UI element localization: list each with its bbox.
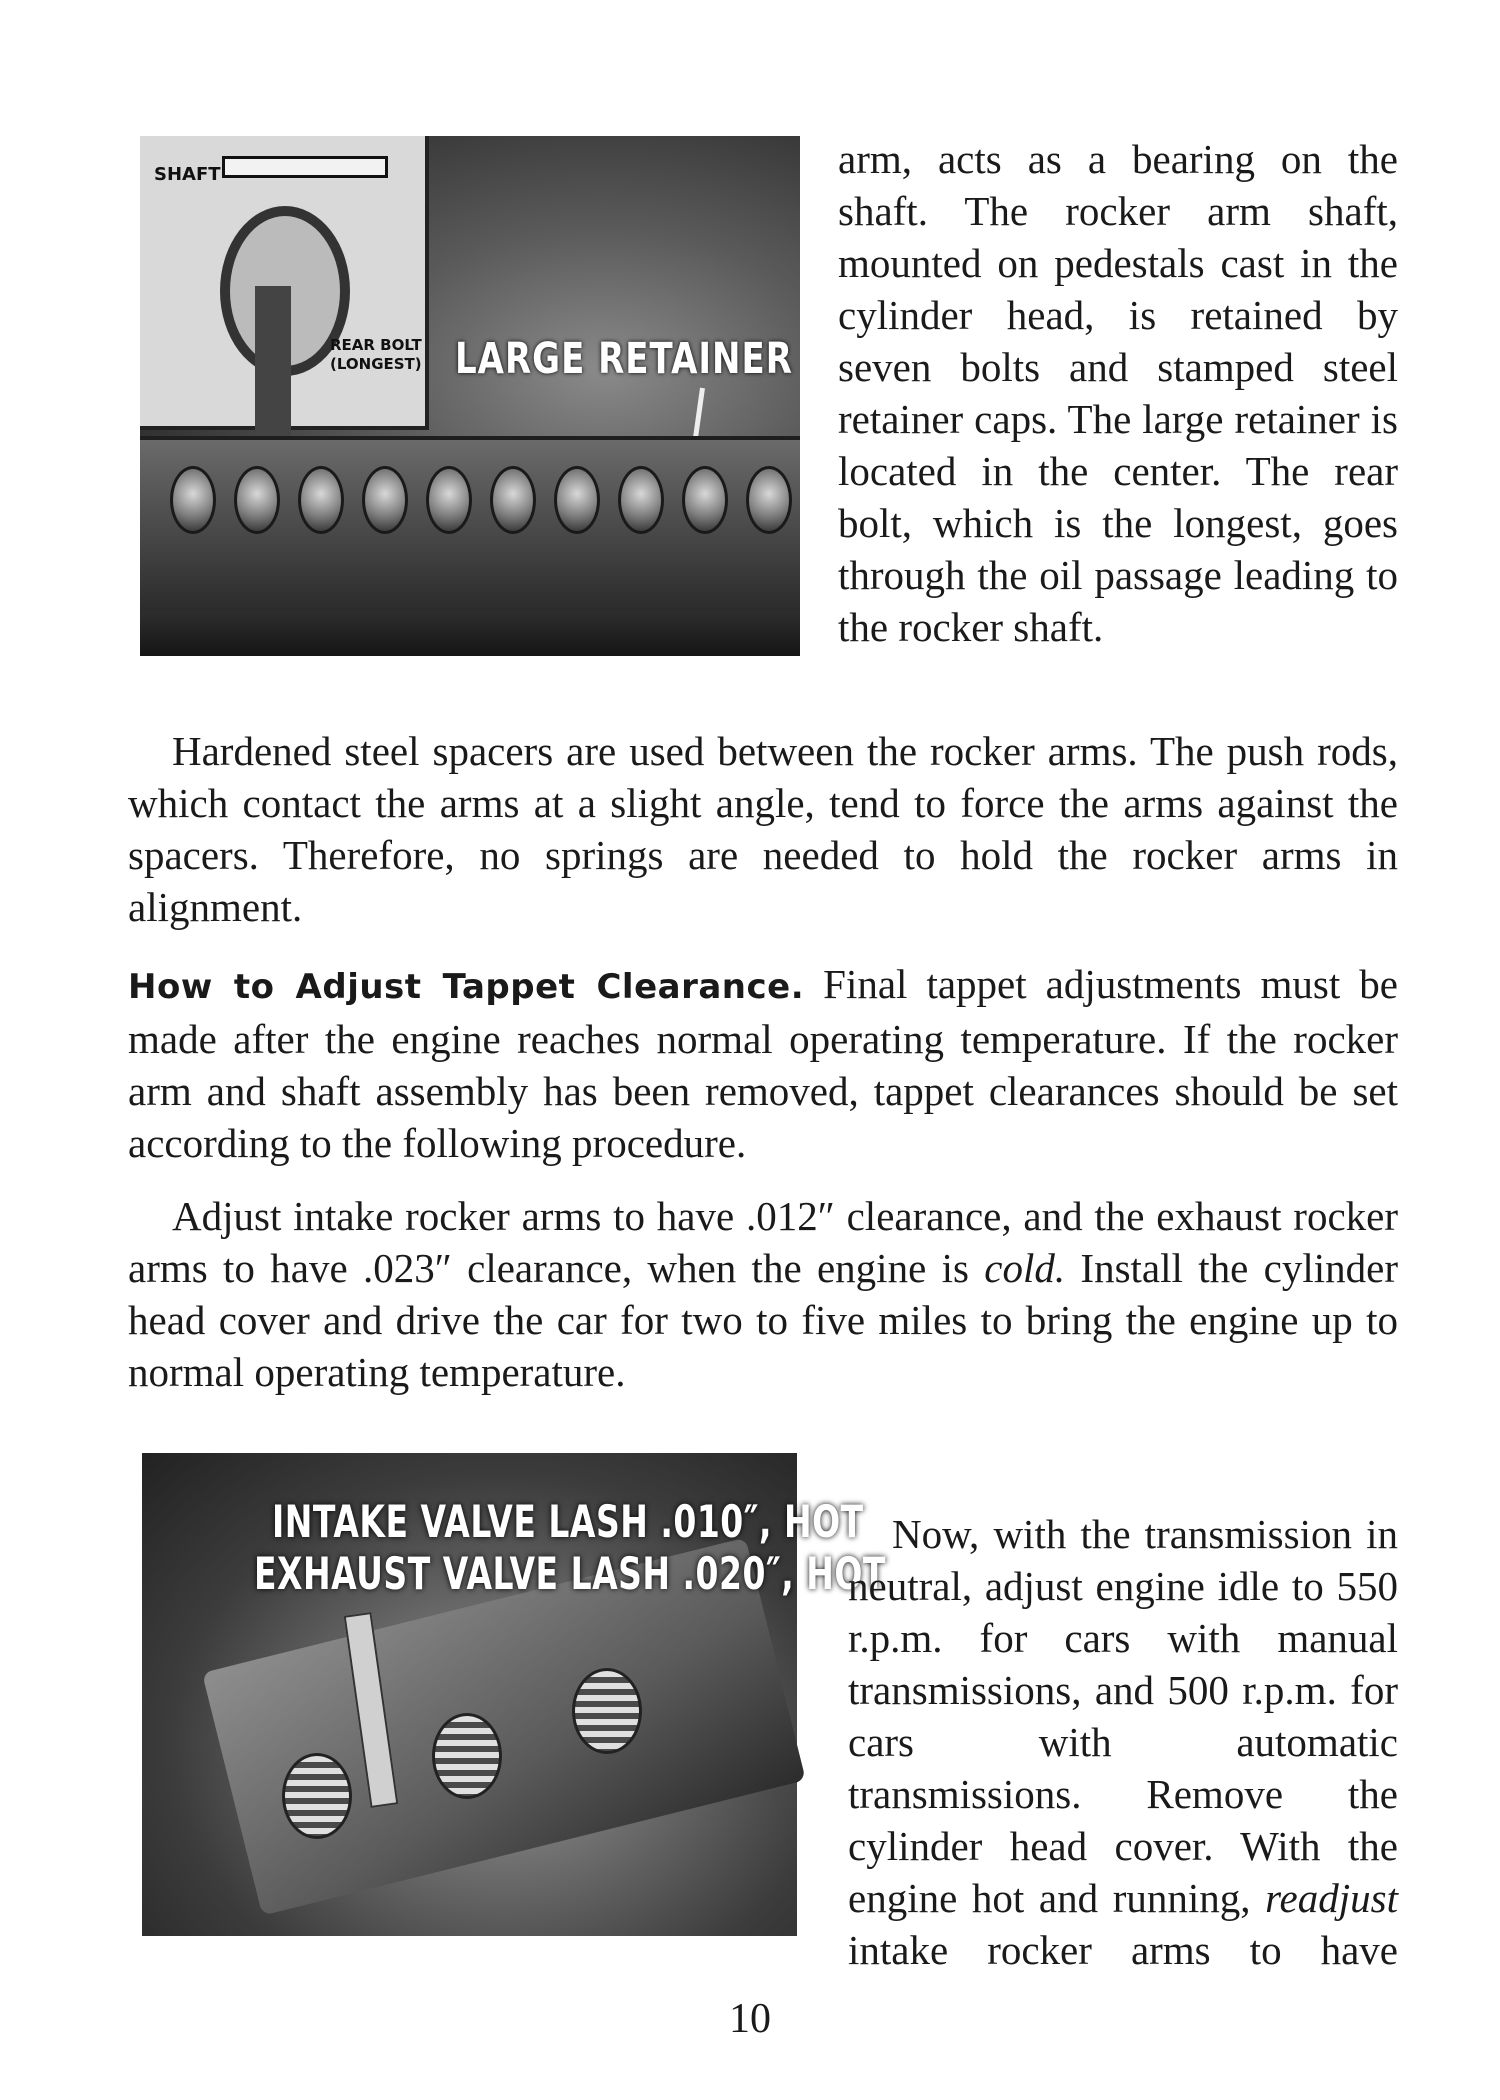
paragraph-tappet-clearance-text: Final tappet adjustments must be made after the engine reaches normal operating temperature. If the rocker arm and shaft assembly has been removed, tappet clearances should be set according to the following procedure. xyxy=(128,961,1398,1166)
paragraph-tappet-clearance xyxy=(128,958,1398,1169)
rear-bolt-label-line1: REAR BOLT xyxy=(330,336,422,354)
rocker-arm xyxy=(298,466,344,534)
paragraph-cold-adjustment xyxy=(128,1190,1398,1398)
rocker-arm xyxy=(554,466,600,534)
emphasis-readjust: readjust xyxy=(1265,1875,1398,1921)
valve-spring xyxy=(572,1668,642,1754)
paragraph-cold-text-1: Adjust intake rocker arms to have .012″ clearance, and the exhaust rocker arms to have .023″ clearance, when the engine is xyxy=(128,1193,1398,1291)
paragraph-spacers: Hardened steel spacers are used between the rocker arms. The push rods, which contact the arms at a slight angle, tend to force the arms against the spacers. Therefore, no springs are needed to hold the rocker arms in alignment. xyxy=(128,728,1398,930)
rocker-arm xyxy=(170,466,216,534)
large-retainer-label: LARGE RETAINER xyxy=(455,334,793,384)
rear-bolt-label xyxy=(330,336,422,374)
emphasis-cold: cold. xyxy=(984,1245,1066,1291)
rocker-arm-row xyxy=(170,466,792,534)
rear-bolt-label-line2: (LONGEST) xyxy=(330,355,422,373)
paragraph-hot-text-2: intake rocker arms to have xyxy=(848,1927,1398,1973)
paragraph-cold-text-2: Install the cylinder head cover and drive the car for two to five miles to bring the engine up to normal operating temperature. xyxy=(128,1245,1398,1395)
rocker-arm xyxy=(618,466,664,534)
shaft-bar xyxy=(222,156,388,178)
exhaust-lash-label: EXHAUST VALVE LASH .020″, HOT xyxy=(254,1547,886,1600)
intake-lash-label: INTAKE VALVE LASH .010″, HOT xyxy=(272,1495,864,1548)
rocker-arm xyxy=(490,466,536,534)
page-number: 10 xyxy=(729,1996,771,2042)
valve-lash-photo xyxy=(142,1453,886,1936)
shaft-cutaway-diagram xyxy=(140,136,429,430)
shaft-label: SHAFT xyxy=(154,164,221,185)
valve-spring xyxy=(282,1753,352,1839)
paragraph-hot-adjustment xyxy=(848,1508,1398,1976)
rocker-arm xyxy=(426,466,472,534)
engine-base xyxy=(140,611,800,656)
valve-spring xyxy=(432,1713,502,1799)
rocker-arm xyxy=(234,466,280,534)
section-heading: How to Adjust Tappet Clearance. xyxy=(128,967,805,1007)
paragraph-hot-text-1: Now, with the transmission in neutral, adjust engine idle to 550 r.p.m. for cars with manual transmissions, and 500 r.p.m. for cars with automatic transmissions. Remove the cylinder head cover. With the engine hot and running, xyxy=(848,1511,1398,1921)
rocker-arm xyxy=(682,466,728,534)
rocker-shaft-photo xyxy=(140,136,800,656)
rocker-arm xyxy=(362,466,408,534)
rocker-arm xyxy=(746,466,792,534)
paragraph-rocker-shaft: arm, acts as a bearing on the shaft. The rocker arm shaft, mounted on pedestals cast in the cylinder head, is retained by seven bolts and stamped steel retainer caps. The large retainer is located in the center. The rear bolt, which is the longest, goes through the oil passage leading to the rocker shaft. xyxy=(838,136,1398,650)
